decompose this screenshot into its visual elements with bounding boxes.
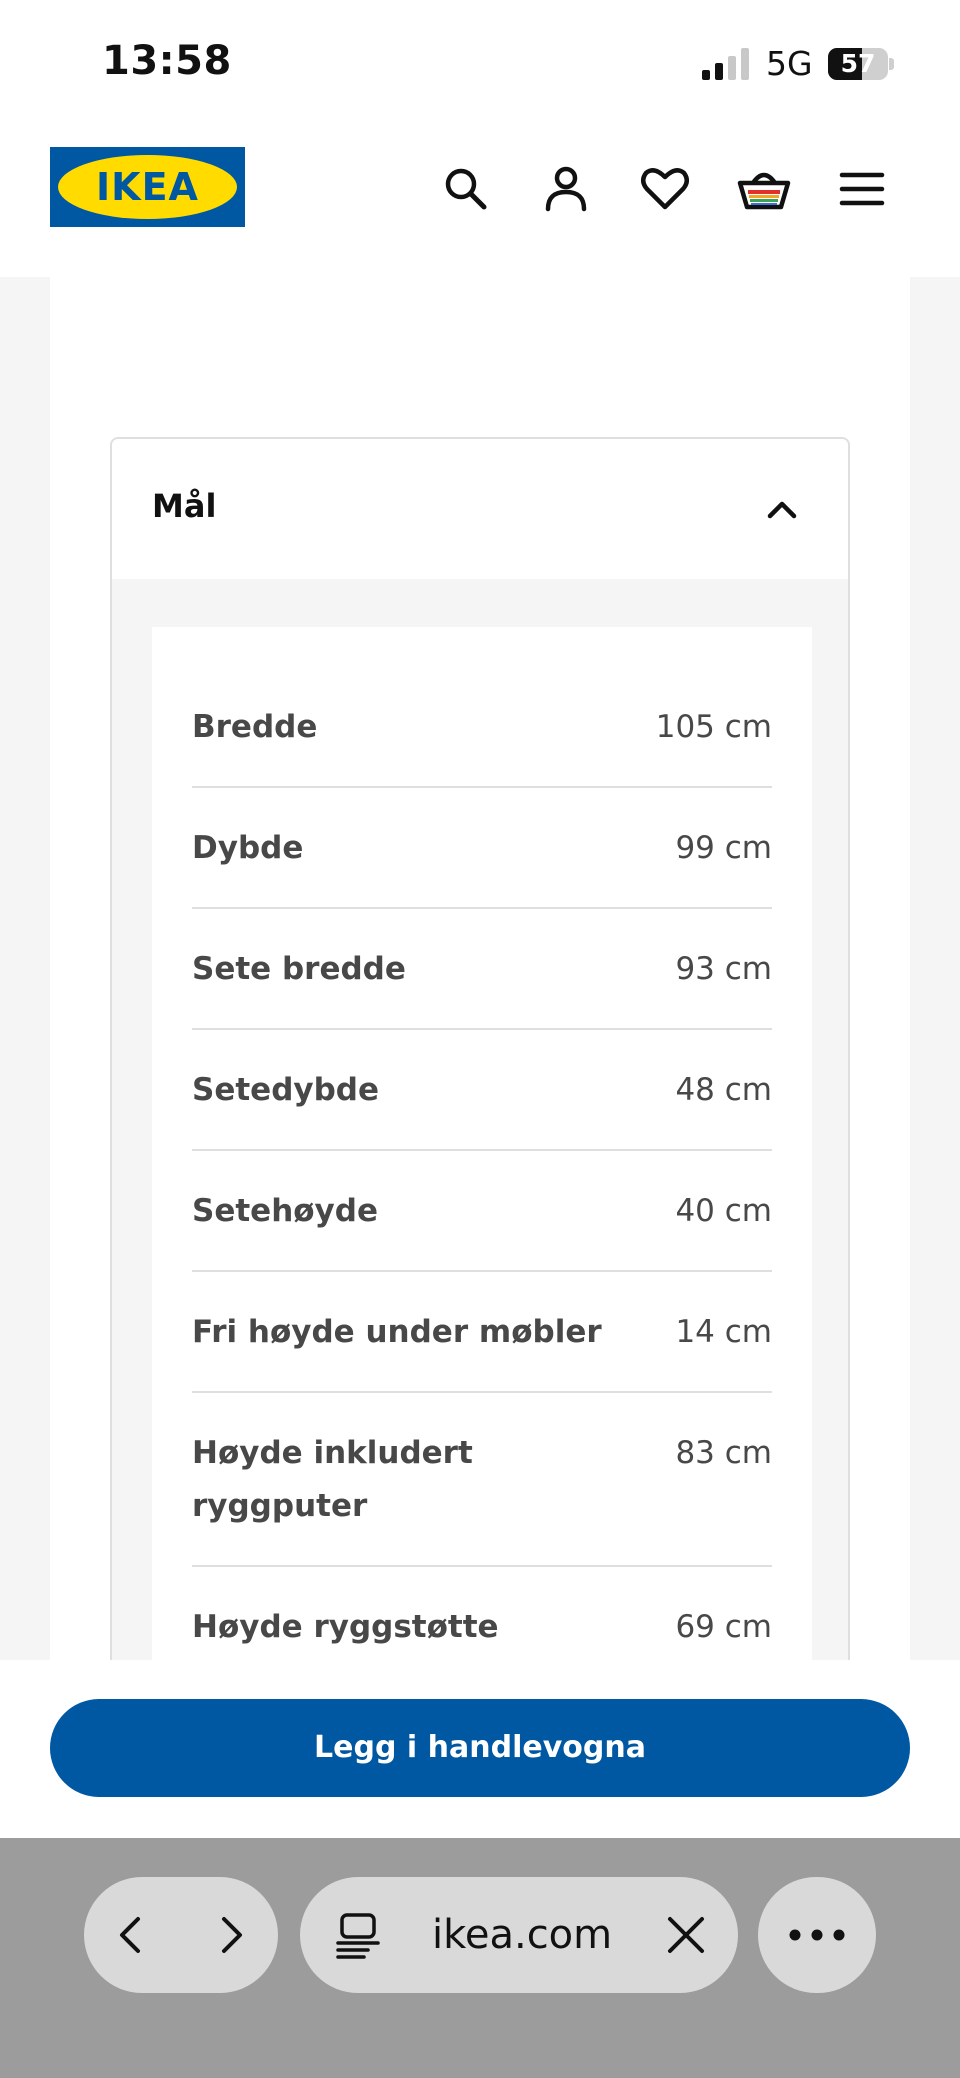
basket-icon[interactable]: [736, 161, 792, 217]
more-button[interactable]: [758, 1877, 876, 1993]
search-icon[interactable]: [438, 161, 494, 217]
dimension-row: [192, 667, 772, 788]
dimension-value: 99 cm: [675, 830, 772, 866]
forward-icon[interactable]: [200, 1905, 260, 1965]
dimension-value: 14 cm: [675, 1314, 772, 1350]
network-type: 5G: [766, 44, 813, 83]
close-icon[interactable]: [660, 1909, 712, 1961]
dimension-label: Setehøyde: [192, 1193, 378, 1229]
menu-icon[interactable]: [834, 161, 890, 217]
status-bar: [0, 0, 960, 125]
logo-text: IKEA: [96, 165, 199, 209]
dimensions-accordion: [110, 437, 850, 1677]
dimension-value: 69 cm: [675, 1609, 772, 1645]
dimension-label: Sete bredde: [192, 951, 406, 987]
dimensions-panel: [152, 627, 812, 1677]
dimension-label: Setedybde: [192, 1072, 379, 1108]
url-text[interactable]: ikea.com: [432, 1912, 613, 1958]
cta-bar: [0, 1660, 960, 1838]
cellular-signal-icon: [702, 48, 750, 80]
dimension-label: Fri høyde under møbler: [192, 1314, 602, 1350]
accordion-header[interactable]: [112, 439, 848, 579]
dimension-row: [192, 1151, 772, 1272]
site-header: [0, 125, 960, 277]
dimension-label: Bredde: [192, 709, 318, 745]
user-icon[interactable]: [538, 161, 594, 217]
address-bar[interactable]: [300, 1877, 738, 1993]
dimension-row: [192, 1272, 772, 1393]
add-to-cart-button[interactable]: Legg i handlevogna: [50, 1699, 910, 1797]
status-time: 13:58: [102, 38, 232, 84]
dimension-value: 105 cm: [655, 709, 772, 745]
dimension-row: [192, 1030, 772, 1151]
dimension-value: 48 cm: [675, 1072, 772, 1108]
battery-level: 57: [840, 49, 876, 78]
dimension-value: 40 cm: [675, 1193, 772, 1229]
dimension-label: Høyde ryggstøtte: [192, 1609, 499, 1645]
dimension-label: Dybde: [192, 830, 304, 866]
dimension-label: Høyde inkludert ryggputer: [192, 1435, 473, 1524]
accordion-title: Mål: [152, 487, 217, 525]
dimension-row: [192, 788, 772, 909]
dimensions-list: [192, 667, 772, 1677]
navigation-controls: [84, 1877, 278, 1993]
dimension-value: 93 cm: [675, 951, 772, 987]
ikea-logo[interactable]: [50, 147, 245, 227]
dimension-row: [192, 909, 772, 1030]
dimension-row: [192, 1393, 772, 1567]
battery-icon: [828, 48, 894, 80]
chevron-up-icon[interactable]: [762, 489, 802, 529]
back-icon[interactable]: [102, 1905, 162, 1965]
more-icon: [787, 1927, 847, 1943]
dimension-value: 83 cm: [675, 1435, 772, 1471]
browser-toolbar: [0, 1838, 960, 2078]
heart-icon[interactable]: [637, 161, 693, 217]
tabs-icon[interactable]: [334, 1909, 382, 1961]
